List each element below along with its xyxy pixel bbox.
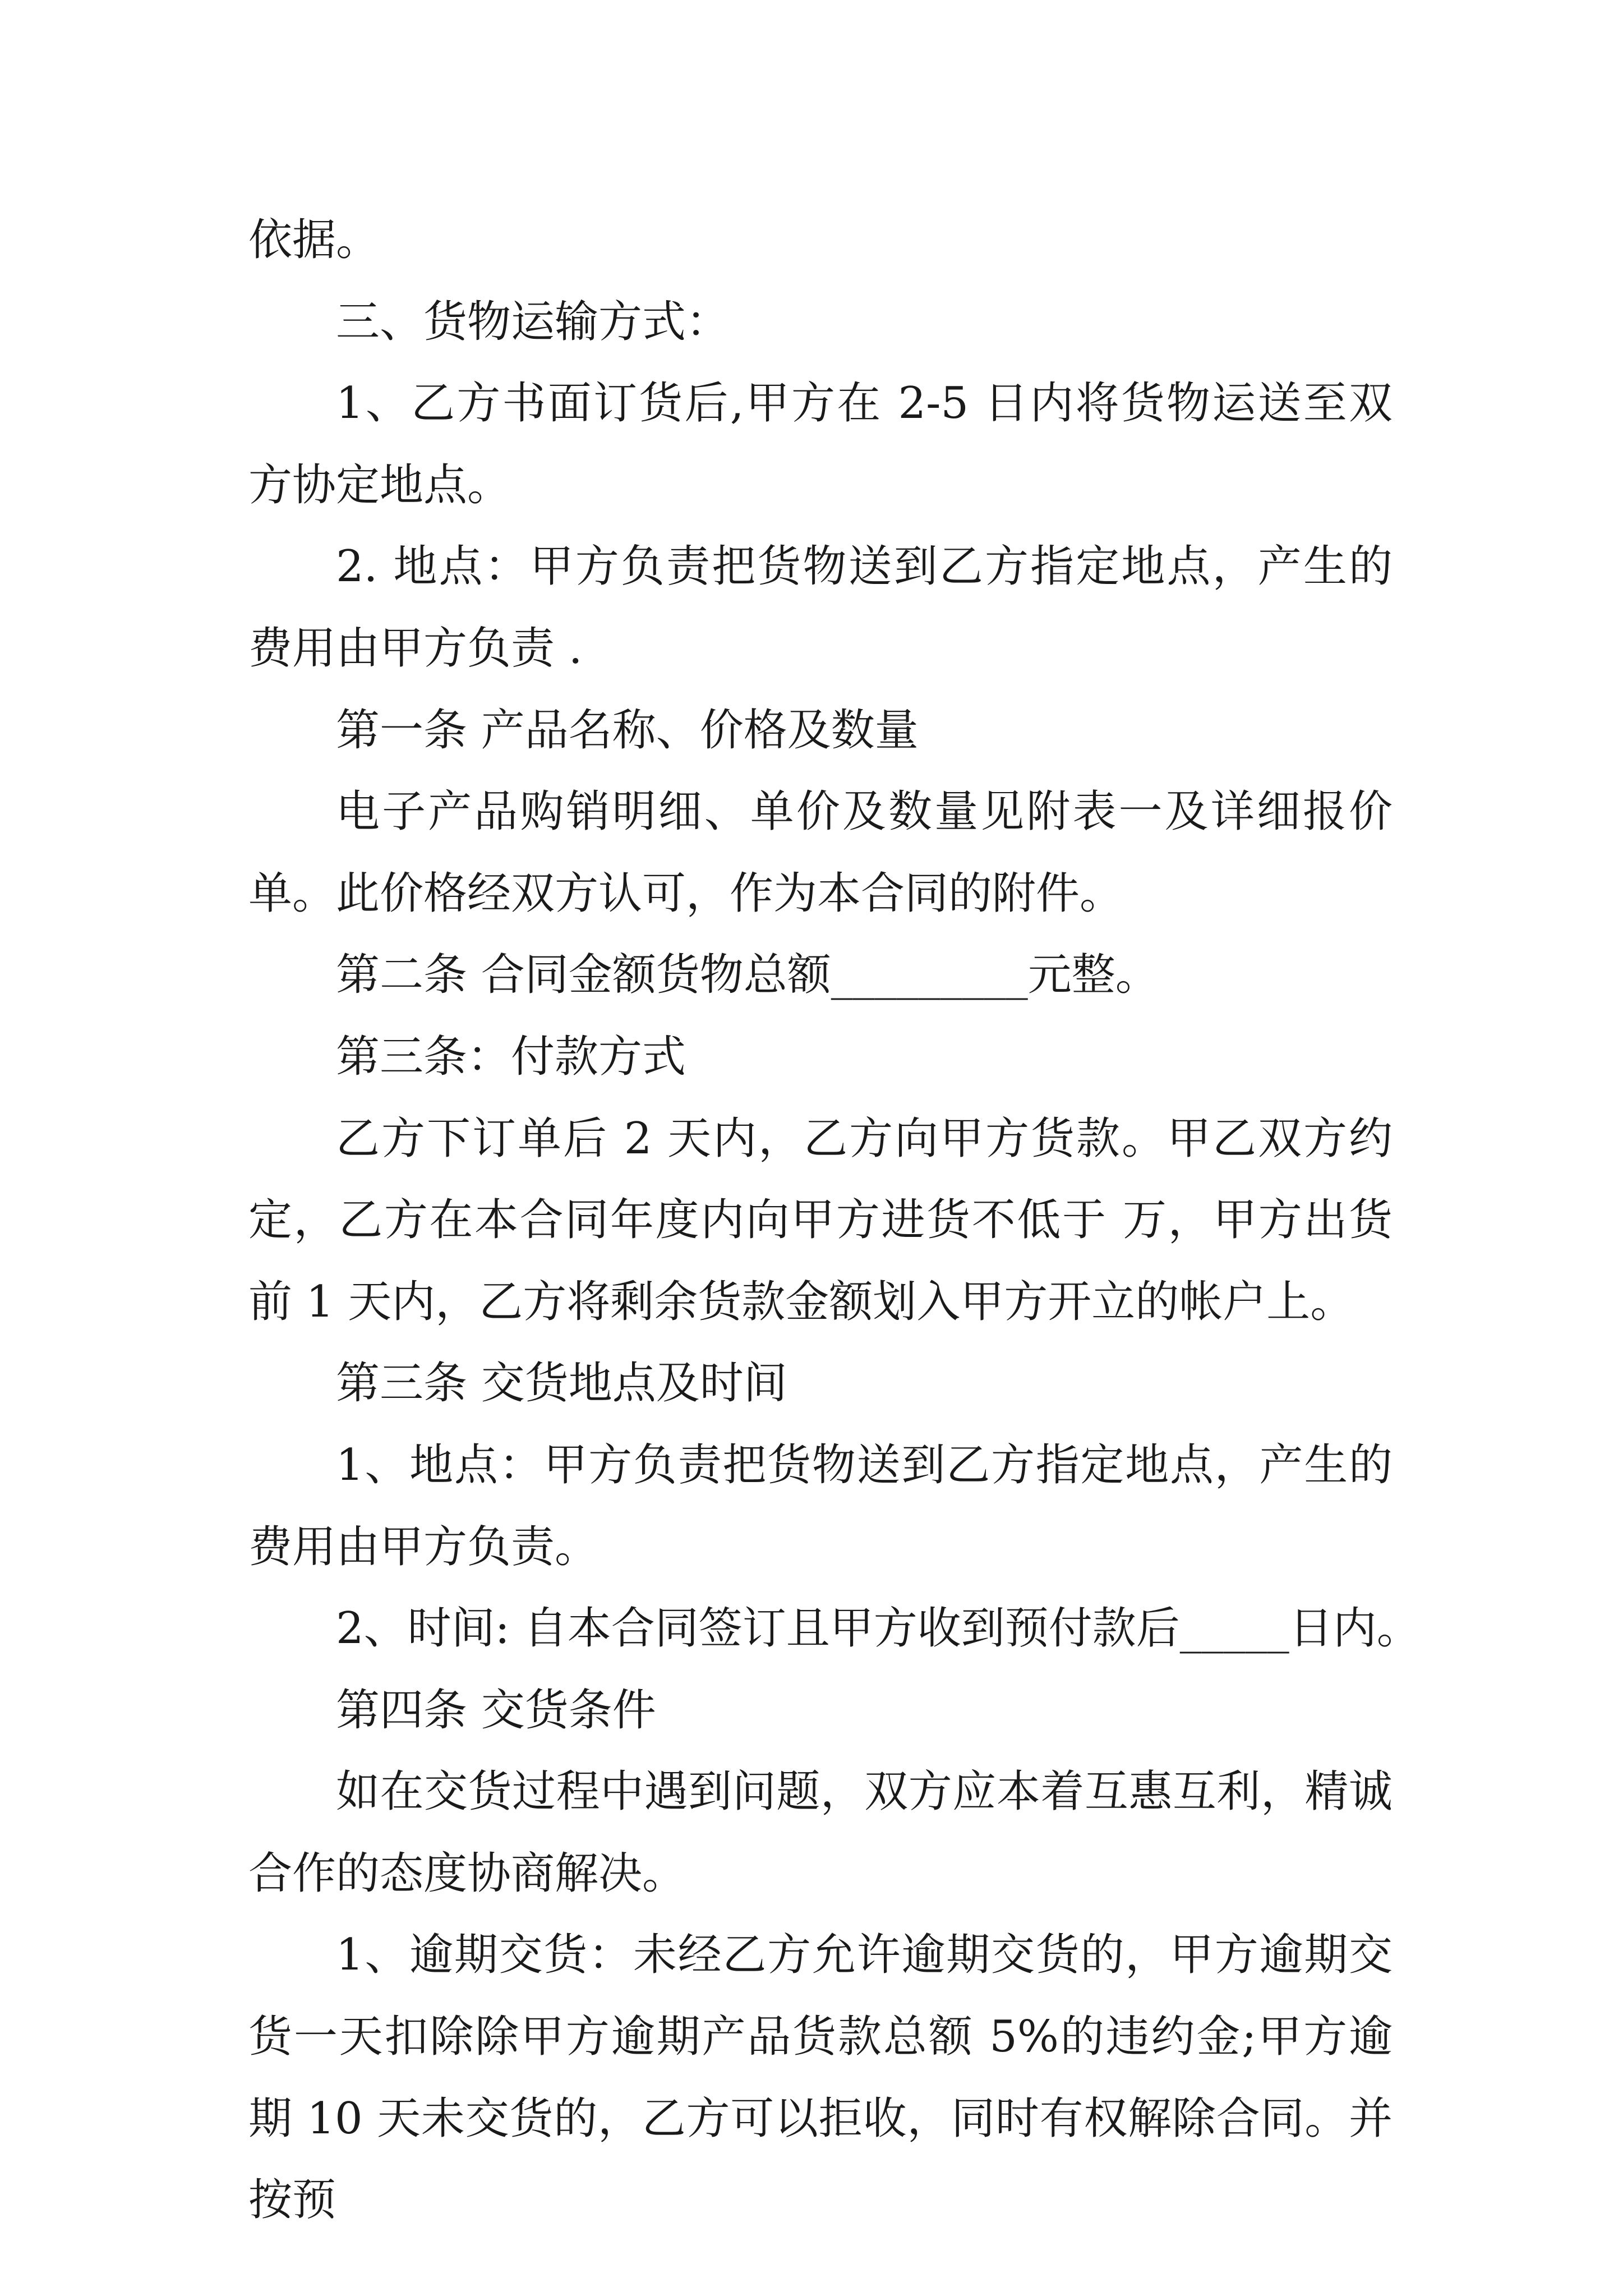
paragraph: 1、地点：甲方负责把货物送到乙方指定地点，产生的费用由甲方负责。 <box>248 1439 1393 1572</box>
paragraph: 依据。 <box>248 215 380 265</box>
article-heading: 第一条 产品名称、价格及数量 <box>336 705 919 756</box>
paragraph: 1、乙方书面订货后,甲方在 2-5 日内将货物运送至双方协定地点。 <box>248 378 1393 510</box>
article-heading: 第四条 交货条件 <box>336 1685 656 1736</box>
document-body <box>248 200 1421 2242</box>
paragraph: 乙方下订单后 2 天内，乙方向甲方货款。甲乙双方约定，乙方在本合同年度内向甲方进货不低于 万，甲方出货前 1 天内，乙方将剩余货款金额划入甲方开立的帐户上。 <box>248 1113 1393 1327</box>
paragraph: 2、时间: 自本合同签订且甲方收到预付款后_____日内。 <box>336 1603 1421 1654</box>
paragraph: 2. 地点：甲方负责把货物送到乙方指定地点，产生的费用由甲方负责 . <box>248 541 1393 674</box>
article-heading: 第三条 交货地点及时间 <box>336 1358 787 1409</box>
paragraph: 如在交货过程中遇到问题，双方应本着互惠互利，精诚合作的态度协商解决。 <box>248 1766 1393 1899</box>
article-heading: 第二条 合同金额货物总额_________元整。 <box>336 950 1159 1001</box>
paragraph: 电子产品购销明细、单价及数量见附表一及详细报价单。此价格经双方认可，作为本合同的附件。 <box>248 786 1393 919</box>
article-heading: 第三条：付款方式 <box>336 1031 686 1082</box>
paragraph: 1、逾期交货：未经乙方允许逾期交货的，甲方逾期交货一天扣除除甲方逾期产品货款总额 5%的违约金;甲方逾期 10 天未交货的，乙方可以拒收，同时有权解除合同。并按预 <box>248 1930 1393 2226</box>
section-heading: 三、货物运输方式： <box>336 296 730 347</box>
